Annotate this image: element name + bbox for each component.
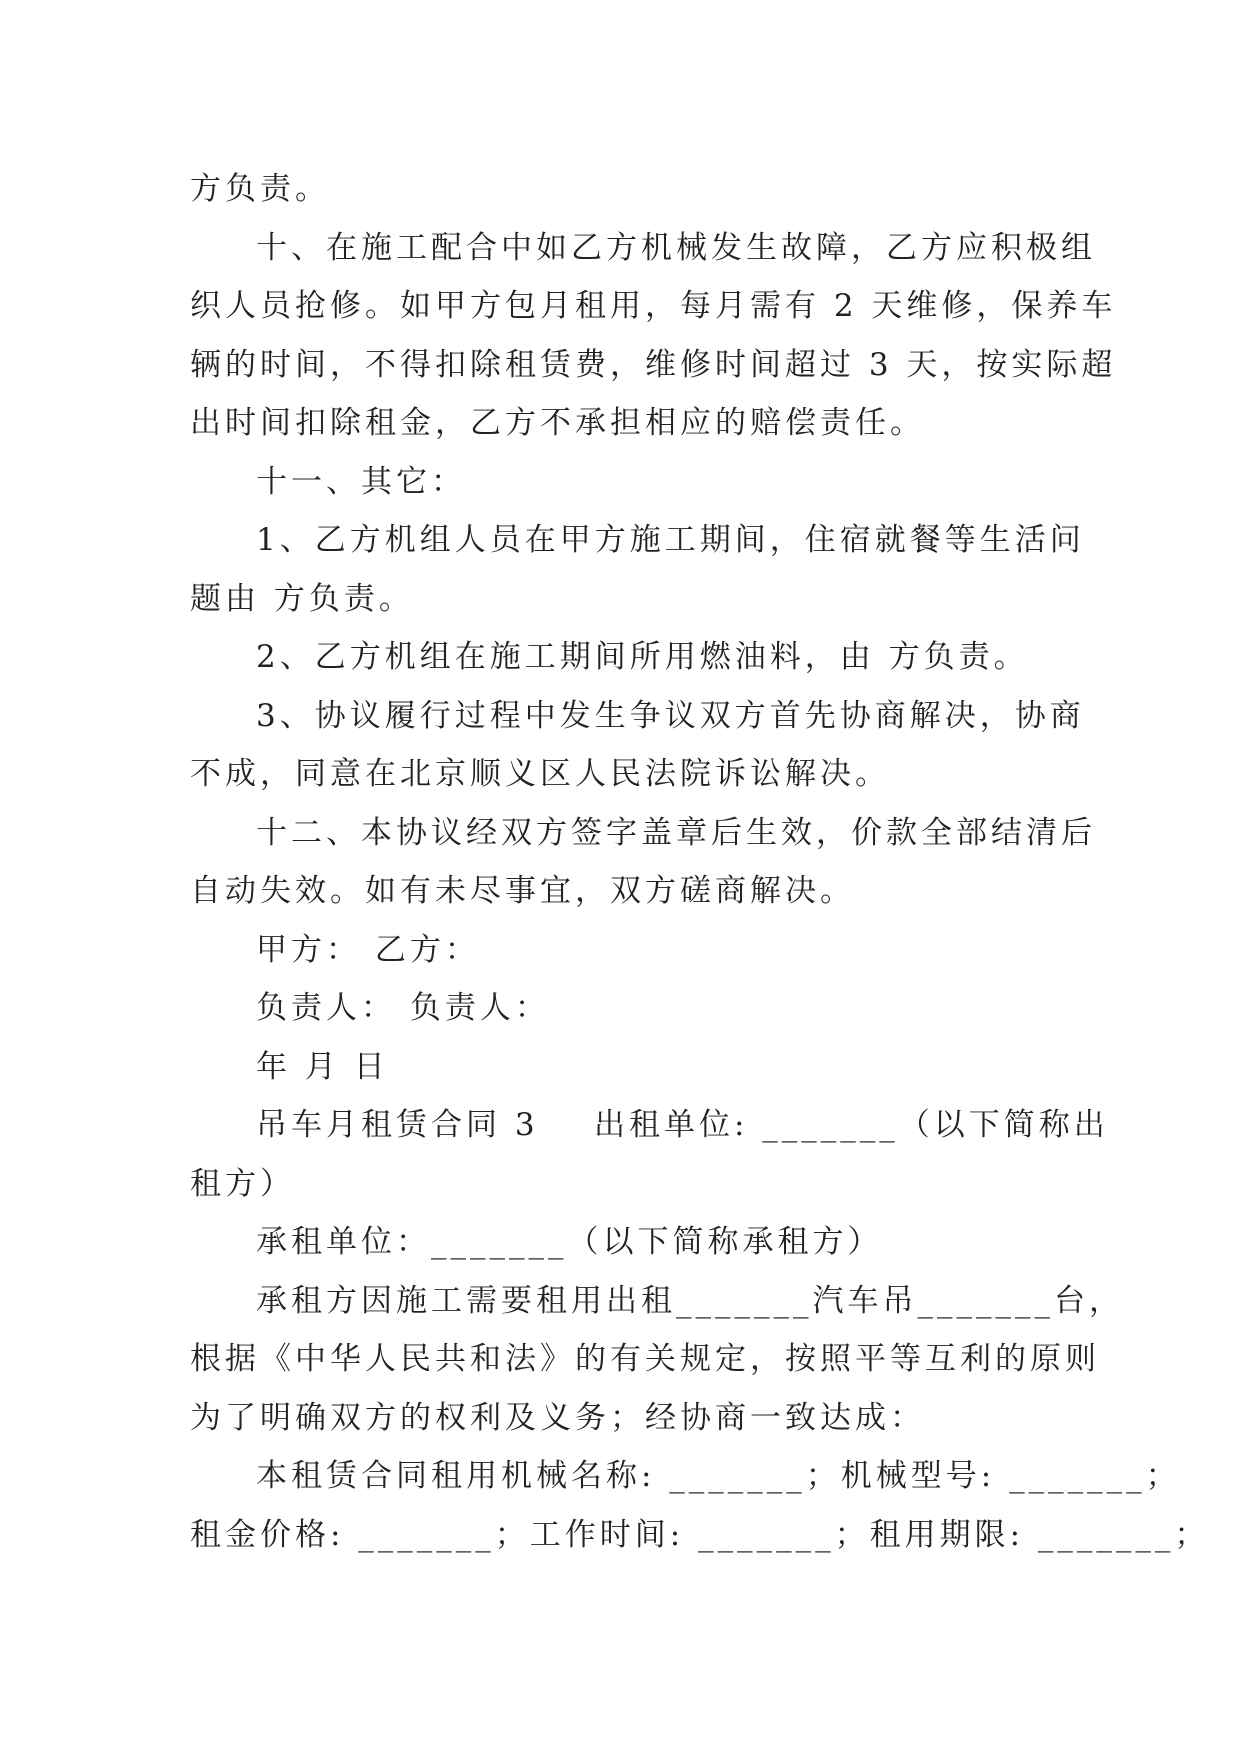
text-line: 十二、本协议经双方签字盖章后生效，价款全部结清后	[256, 814, 1096, 851]
text-line: 1、乙方机组人员在甲方施工期间，住宿就餐等生活问	[256, 522, 1085, 558]
text-line: 年 月 日	[256, 1048, 389, 1085]
text-line: 根据《中华人民共和法》的有关规定，按照平等互利的原则	[190, 1341, 1100, 1377]
text-line: 十一、其它：	[256, 463, 466, 500]
text-line: 承租方因施工需要租用出租_______汽车吊_______台，	[256, 1282, 1124, 1319]
text-line: 2、乙方机组在施工期间所用燃油料，由 方负责。	[256, 639, 1029, 675]
text-line: 出时间扣除租金，乙方不承担相应的赔偿责任。	[190, 405, 925, 441]
text-line: 租金价格: _______；工作时间: _______；租用期限: _______；	[190, 1516, 1210, 1553]
text-line: 十、在施工配合中如乙方机械发生故障，乙方应积极组	[256, 229, 1096, 266]
document-body	[190, 160, 1210, 1564]
text-line: 辆的时间，不得扣除租赁费，维修时间超过 3 天，按实际超	[190, 346, 1117, 383]
text-line: 不成，同意在北京顺义区人民法院诉讼解决。	[190, 756, 890, 792]
text-line: 方负责。	[190, 171, 330, 207]
text-line: 织人员抢修。如甲方包月租用，每月需有 2 天维修，保养车	[190, 288, 1117, 324]
text-line: 题由 方负责。	[190, 580, 414, 617]
text-line: 吊车月租赁合同 3 出租单位: _______（以下简称出	[256, 1107, 1109, 1143]
text-line: 为了明确双方的权利及义务；经协商一致达成：	[190, 1399, 925, 1436]
text-line: 本租赁合同租用机械名称: _______；机械型号: _______；	[256, 1458, 1181, 1494]
text-line: 自动失效。如有未尽事宜，双方磋商解决。	[190, 873, 855, 909]
text-line: 负责人： 负责人：	[256, 990, 550, 1026]
text-line: 承租单位：_______（以下简称承租方）	[256, 1224, 883, 1260]
text-line: 甲方： 乙方：	[256, 931, 480, 968]
text-line: 租方）	[190, 1165, 295, 1202]
text-line: 3、协议履行过程中发生争议双方首先协商解决，协商	[256, 697, 1085, 734]
